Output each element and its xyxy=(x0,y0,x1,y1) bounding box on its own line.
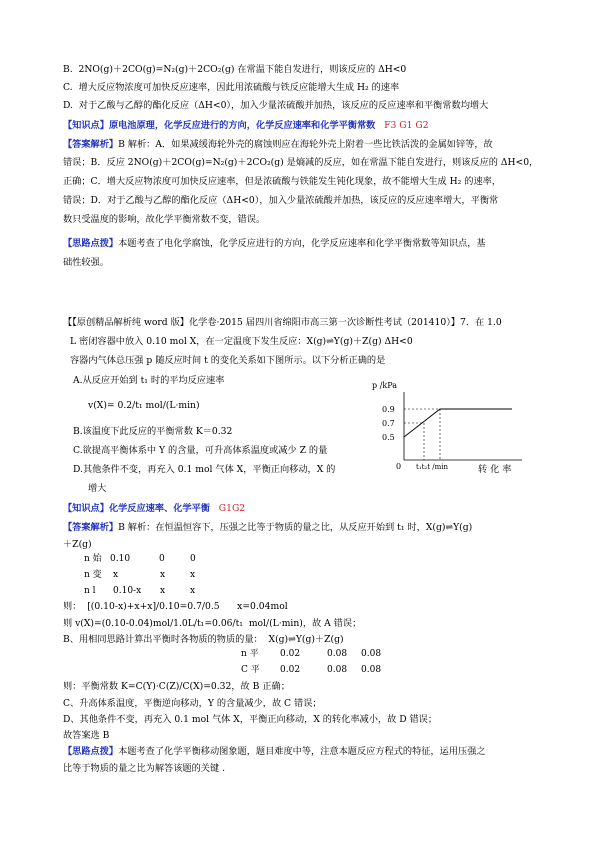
document-page: B. 2NO(g)＋2CO(g)=N₂(g)＋2CO₂(g) 在常温下能自发进行，则该反应的 ΔH<0 C. 增大反应物浓度可加快反应速率，因此用浓硫酸与铁反应能增大生成 H₂ 的速率 D. 对于乙酸与乙醇的酯化反应（ΔH<0），加入少量浓硫酸并加热，该反应的反应速率和平衡常数均增大 【知识点】原电池原理，化学反应进行的方向，化学反应速率和化学平衡常数 F3 G1 G2 【答案解析】B 解析：A．如果减缓海轮外壳的腐蚀则应在海轮外壳上附着一些比铁活泼的金属如锌等，故 错误；B．反应 2NO(g)＋2CO(g)=N₂(g)＋2CO₂(g) 是熵减的反应，如在常温下能自发进行，则该反应的 ΔH<0， 正确；C．增大反应物浓度可加快反应速率，但是浓硫酸与铁能发生钝化现象，故不能增大生成 H₂ 的速率， 错误；D．对于乙酸与乙醇的酯化反应（ΔH<0），加入少量浓硫酸并加热，该反应的反应速率增大，平衡常 数只受温度的影响，故化学平衡常数不变，错误。 【思路点拨】本题考查了电化学腐蚀，化学反应进行的方向，化学反应速率和化学平衡常数等知识点，基 础性较强。 【【原创精品解析纯 word 版】化学卷·2015 届四川省绵阳市高三第一次诊断性考试（201410）】7．在 1.0 L 密闭容器中放入 0.10 mol X，在一定温度下发生反应：X(g)⇌Y(g)＋Z(g) ΔH<0 容器内气体总压强 p 随反应时间 t 的变化关系如下图所示。以下分析正确的是 A.从反应开始到 t₁ 时的平均反应速率 v(X)= 0.2/t₁ mol/(L·min) B.该温度下此反应的平衡常数 K＝0.32 C.欲提高平衡体系中 Y 的含量，可升高体系温度或减少 Z 的量 D.其他条件不变，再充入 0.1 mol 气体 X，平衡正向移动，X 的 转 化 率 增大 p /kPa 0.9 0.7 0.5 0 t₁t₂t /min 【知识点】化学反应速率、化学平衡 G1G2 【答案解析】B 解析：在恒温恒容下，压强之比等于物质的量之比，从反应开始到 t₁ 时，X(g)⇌Y(g) ＋Z(g) n 始 0.10 0 0 n 变 x x x n l 0.10-x x x 则： [(0.10-x)+x+x]/0.10=0.7/0.5 x=0.04mol 则 v(X)=(0.10-0.04)mol/1.0L/t₁=0.06/t₁ mol/(L·min)，故 A 错误； B、用相同思路计算出平衡时各物质的物质的量： X(g)⇌Y(g)＋Z(g) n 平 0.02 0.08 0.08 C 平 0.02 0.08 0.08 则：平衡常数 K=C(Y)·C(Z)/C(X)=0.32，故 B 正确； C、升高体系温度，平衡逆向移动，Y 的含量减少，故 C 错误； D、其他条件不变，再充入 0.1 mol 气体 X，平衡正向移动，X 的转化率减小，故 D 错误； 故答案选 B 【思路点拨】本题考查了化学平衡移动图象题，题目难度中等，注意本题反应方程式的特征，运用压强之 比等于物质的量之比为解答该题的关键 . xyxy=(63,64,539,774)
d-line: D、其他条件不变，再充入 0.1 mol 气体 X，平衡正向移动，X 的转化率减小，故 D 错误； xyxy=(63,714,438,725)
answer-1-line-3: 正确；C．增大反应物浓度可加快反应速率，但是浓硫酸与铁能发生钝化现象，故不能增大生成 H₂ 的速率， xyxy=(63,176,502,187)
tip-2-line-1: 【思路点拨】本题考查了化学平衡移动图象题，题目难度中等，注意本题反应方程式的特征，运用压强之 xyxy=(63,746,486,757)
answer-2-line-2: ＋Z(g) xyxy=(63,539,92,550)
q7-header-1: 【【原创精品解析纯 word 版】化学卷·2015 届四川省绵阳市高三第一次诊断性考试（201410）】7．在 1.0 xyxy=(63,317,502,328)
answer-1-line-2: 错误；B．反应 2NO(g)＋2CO(g)=N₂(g)＋2CO₂(g) 是熵减的反应，如在常温下能自发进行，则该反应的 ΔH<0， xyxy=(63,157,539,168)
c-line: C、升高体系温度，平衡逆向移动，Y 的含量减少，故 C 错误； xyxy=(63,698,322,709)
ytick-0.7: 0.7 xyxy=(382,419,395,428)
tip-label: 【思路点拨】 xyxy=(63,238,119,249)
q7-option-b: B.该温度下此反应的平衡常数 K＝0.32 xyxy=(73,426,233,437)
option-b-prev: B. 2NO(g)＋2CO(g)=N₂(g)＋2CO₂(g) 在常温下能自发进行，则该反应的 ΔH<0 xyxy=(63,64,407,75)
equation-x: 则： [(0.10-x)+x+x]/0.10=0.7/0.5 x=0.04mol xyxy=(63,601,288,612)
graph-ylabel: p /kPa xyxy=(372,381,397,390)
tip-1-line-2: 础性较强。 xyxy=(63,257,109,268)
q7-option-d-tail: 转 化 率 xyxy=(478,464,512,475)
tip-2-line-2: 比等于物质的量之比为解答该题的关键 . xyxy=(63,763,226,774)
ytick-0.9: 0.9 xyxy=(382,405,395,414)
q7-header-3: 容器内气体总压强 p 随反应时间 t 的变化关系如下图所示。以下分析正确的是 xyxy=(70,355,386,366)
option-c-prev: C. 增大反应物浓度可加快反应速率，因此用浓硫酸与铁反应能增大生成 H₂ 的速率 xyxy=(63,82,400,93)
knowledge-point-2: 【知识点】化学反应速率、化学平衡 G1G2 xyxy=(63,503,246,514)
tip-1-line-1: 【思路点拨】本题考查了电化学腐蚀，化学反应进行的方向，化学反应速率和化学平衡常数等知识点，基 xyxy=(63,238,486,249)
answer-1-line-1: 【答案解析】B 解析：A．如果减缓海轮外壳的腐蚀则应在海轮外壳上附着一些比铁活泼的金属如锌等，故 xyxy=(63,139,493,150)
q7-option-a-1: A.从反应开始到 t₁ 时的平均反应速率 xyxy=(73,375,225,386)
answer-2-line-1: 【答案解析】B 解析：在恒温恒容下，压强之比等于物质的量之比，从反应开始到 t₁ 时，X(g)⇌Y(g) xyxy=(63,522,473,533)
answer-1-line-5: 数只受温度的影响，故化学平衡常数不变，错误。 xyxy=(63,214,266,225)
rate-line: 则 v(X)=(0.10-0.04)mol/1.0L/t₁=0.06/t₁ mol/(L·min)，故 A 错误； xyxy=(63,618,362,629)
q7-option-d-1: D.其他条件不变，再充入 0.1 mol 气体 X，平衡正向移动，X 的 xyxy=(73,464,336,475)
q7-option-a-2: v(X)= 0.2/t₁ mol/(L·min) xyxy=(88,400,200,411)
graph-xlabel: t₁t₂t /min xyxy=(416,463,449,471)
option-d-prev: D. 对于乙酸与乙醇的酯化反应（ΔH<0），加入少量浓硫酸并加热，该反应的反应速率和平衡常数均增大 xyxy=(63,100,489,111)
q7-option-c: C.欲提高平衡体系中 Y 的含量，可升高体系温度或减少 Z 的量 xyxy=(73,445,328,456)
graph-origin: 0 xyxy=(396,462,402,471)
final-answer: 故答案选 B xyxy=(63,730,110,741)
kp-label: 【知识点】 xyxy=(63,120,109,131)
ytick-0.5: 0.5 xyxy=(382,433,395,442)
kp-text: 原电池原理，化学反应进行的方向，化学反应速率和化学平衡常数 xyxy=(108,120,376,131)
k-line: 则：平衡常数 K=C(Y)·C(Z)/C(X)=0.32，故 B 正确； xyxy=(63,681,290,692)
q7-header-2: L 密闭容器中放入 0.10 mol X，在一定温度下发生反应：X(g)⇌Y(g)＋Z(g) ΔH<0 xyxy=(70,336,413,347)
knowledge-point-1 xyxy=(63,119,429,132)
answer-1-line-4: 错误；D．对于乙酸与乙醇的酯化反应（ΔH<0），加入少量浓硫酸并加热，该反应的反应速率增大，平衡常 xyxy=(63,195,499,206)
kp-codes: F3 G1 G2 xyxy=(384,120,429,131)
ans-label: 【答案解析】 xyxy=(63,139,119,150)
pressure-time-graph xyxy=(362,380,532,472)
b-line: B、用相同思路计算出平衡时各物质的物质的量： X(g)⇌Y(g)＋Z(g) xyxy=(63,634,344,645)
q7-option-d-2: 增大 xyxy=(88,483,107,494)
